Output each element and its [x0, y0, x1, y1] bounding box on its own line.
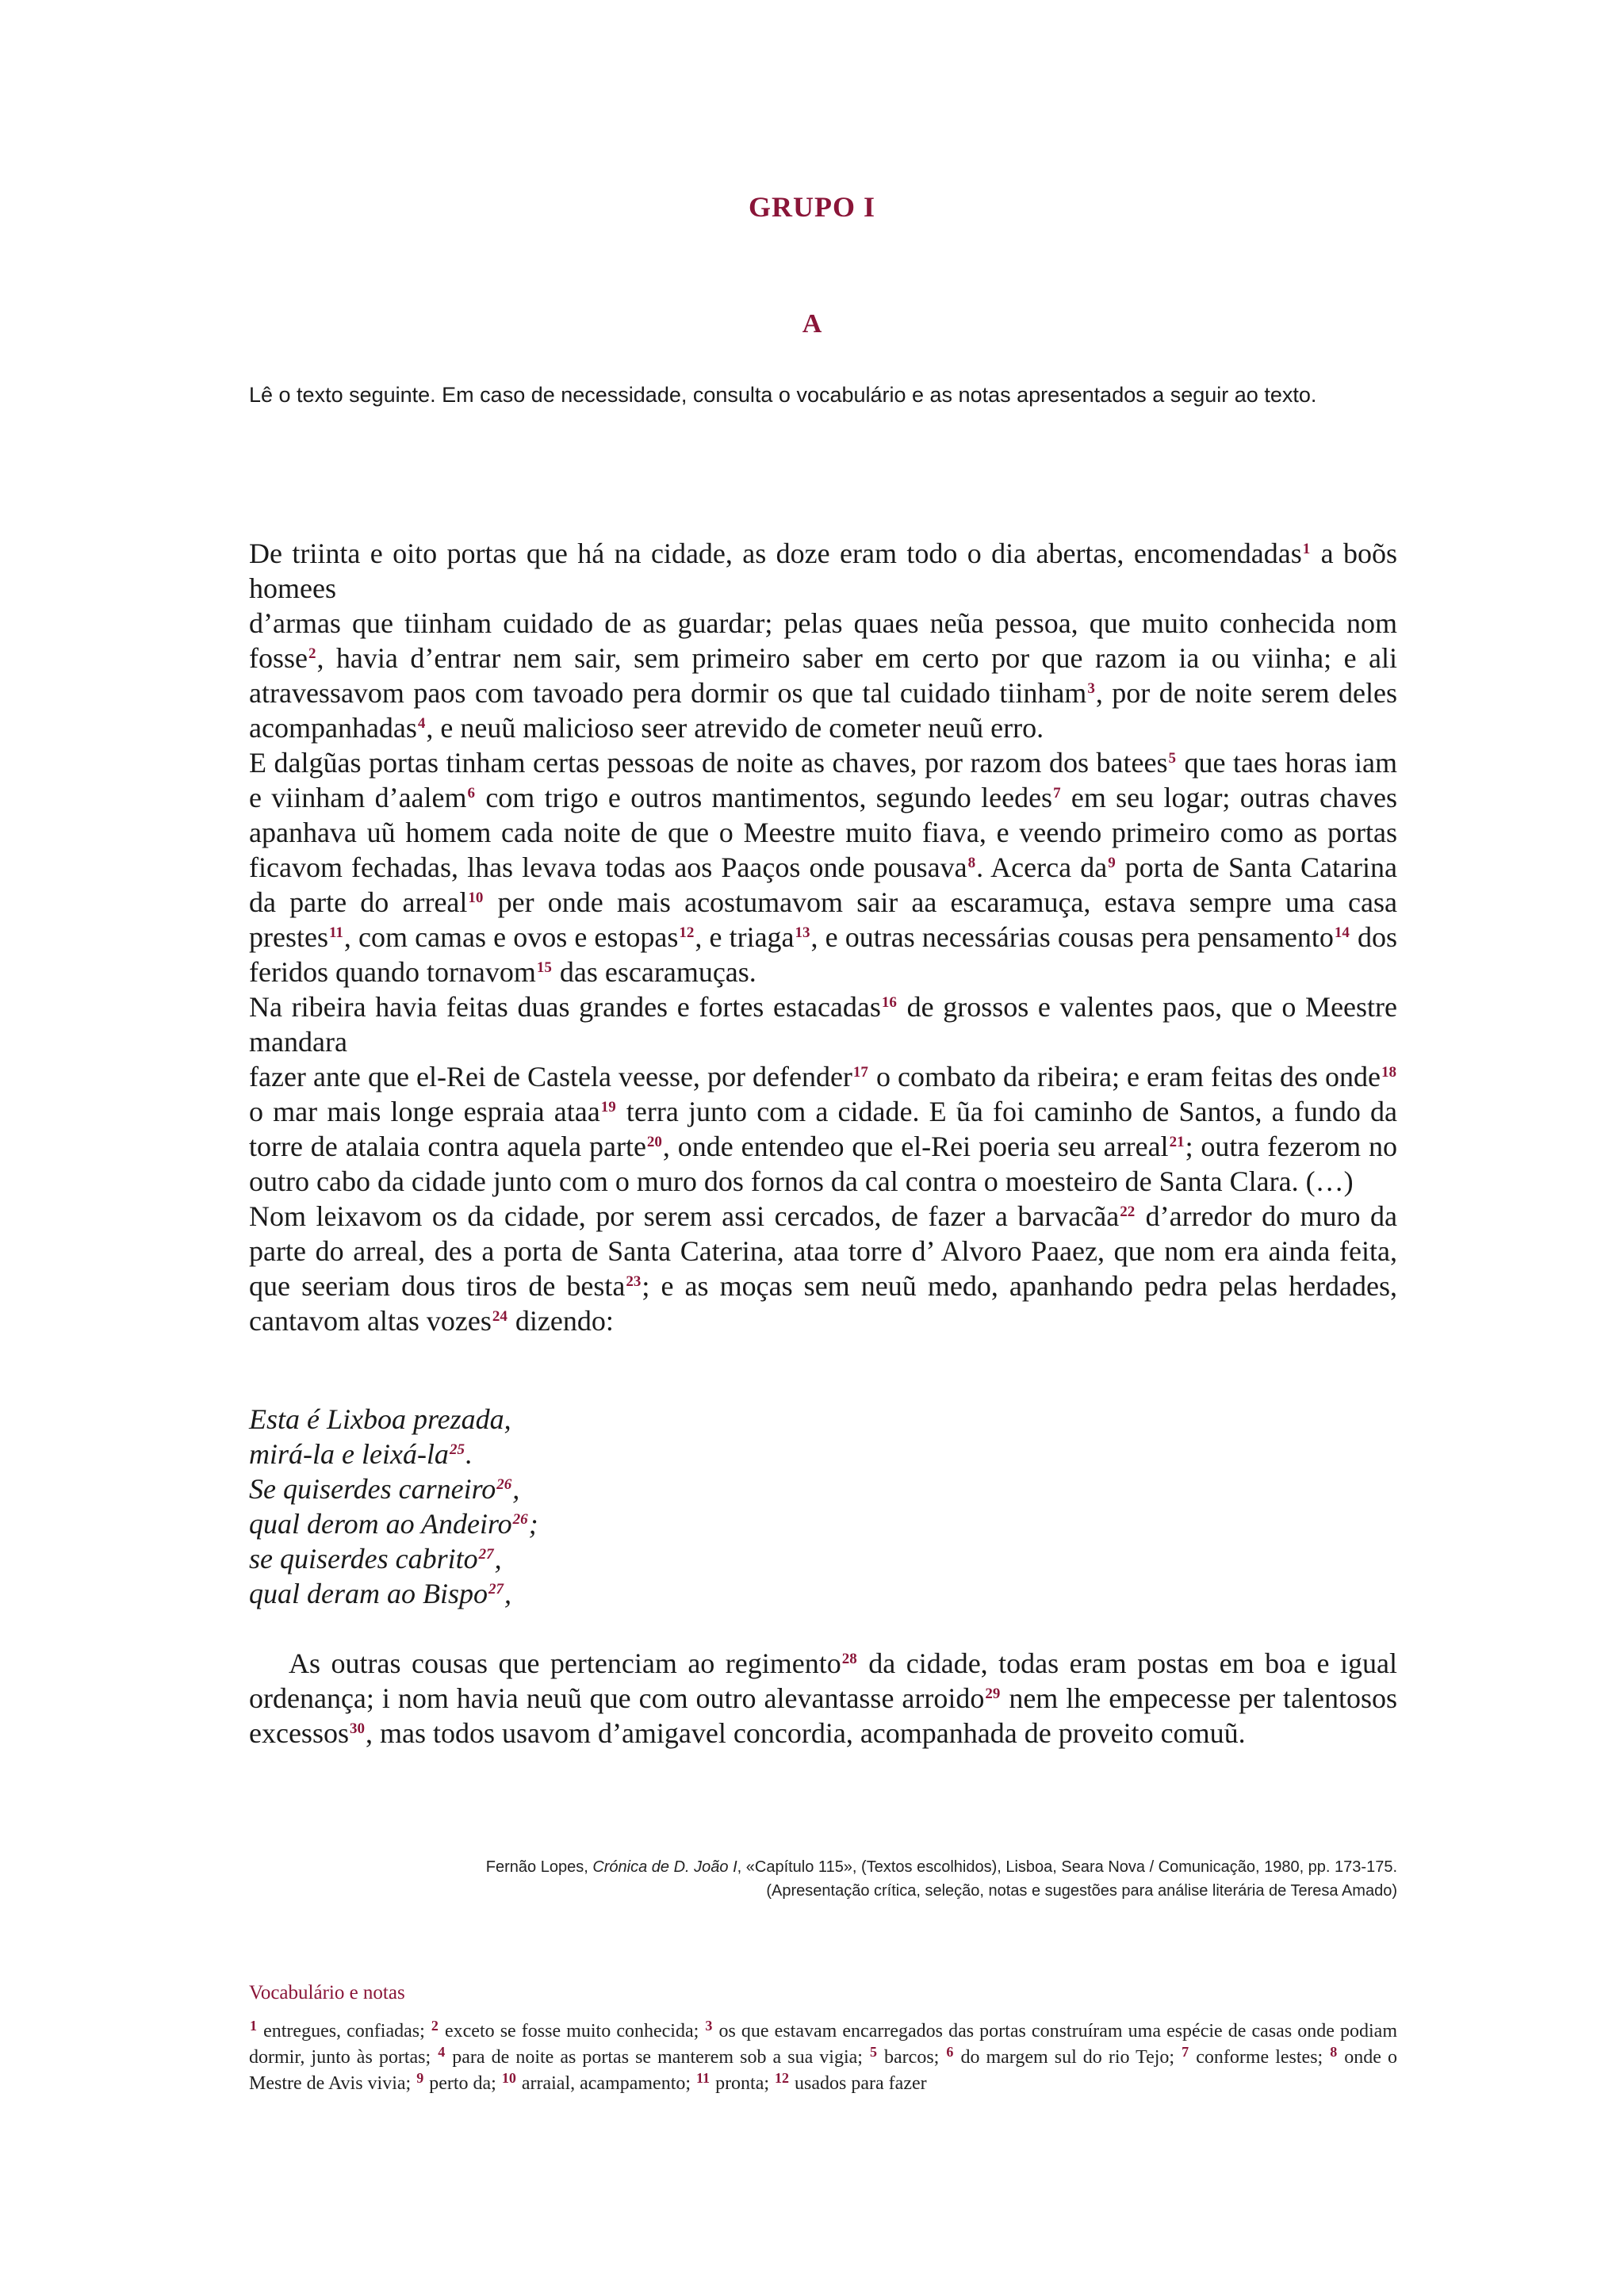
text-span: , por de noite serem deles acompanhadas — [249, 677, 1397, 744]
note-ref: 22 — [1120, 1203, 1136, 1220]
note-ref: 11 — [328, 924, 343, 941]
vocab-number: 5 — [869, 2044, 877, 2060]
text-span: que taes horas iam e viinham d’aalem — [249, 747, 1397, 813]
text-span: ; outra fezerom no outro cabo da cidade junto com o muro dos fornos da cal contra o moesteiro de Santa Clara. (…) — [249, 1131, 1397, 1197]
vocab-text: para de noite as portas se manterem sob a sua vigia; — [446, 2047, 869, 2068]
note-ref: 21 — [1169, 1134, 1185, 1150]
note-ref: 24 — [492, 1308, 508, 1325]
poem-text: Se quiserdes carneiro — [249, 1473, 496, 1505]
vocab-number: 11 — [696, 2070, 710, 2086]
text-span: terra junto com a cidade. E ũa foi caminho de Santos, a fundo da torre de atalaia contra aquela parte — [249, 1096, 1397, 1162]
instruction-text: Lê o texto seguinte. Em caso de necessidade, consulta o vocabulário e as notas apresentados a seguir ao texto. — [249, 383, 1317, 407]
text-span: De triinta e oito portas que há na cidade, as doze eram todo o dia abertas, encomendadas — [249, 538, 1302, 569]
text-span: , com camas e ovos e estopas — [343, 921, 679, 953]
vocab-text: barcos; — [877, 2047, 946, 2068]
text-span: E dalgũas portas tinham certas pessoas de noite as chaves, por razom dos batees — [249, 747, 1168, 779]
note-ref: 9 — [1108, 855, 1116, 871]
note-ref: 14 — [1334, 924, 1350, 941]
poem-line — [249, 1471, 963, 1506]
text-span: o mar mais longe espraia ataa — [249, 1096, 600, 1127]
vocab-text: onde o Mestre de Avis vivia; — [249, 2047, 1398, 2094]
text-span: . Acerca da — [976, 851, 1108, 883]
poem-text: , — [512, 1473, 520, 1505]
poem-text: Esta é Lixboa prezada, — [249, 1403, 511, 1435]
vocab-text: exceto se fosse muito conhecida; — [439, 2021, 705, 2042]
text-span: nem lhe empecesse per talentosos excessos — [249, 1682, 1398, 1749]
text-span: dos feridos quando tornavom — [249, 921, 1398, 988]
note-ref: 7 — [1053, 785, 1061, 802]
note-ref: 1 — [1302, 541, 1311, 557]
text-span: de grossos e valentes paos, que o Meestre mandara — [249, 991, 1397, 1058]
text-span: a boõs homees — [249, 538, 1398, 604]
note-ref: 26 — [496, 1476, 512, 1493]
vocab-text: perto da; — [424, 2073, 501, 2094]
note-ref: 10 — [468, 890, 484, 906]
vocab-number: 3 — [705, 2018, 713, 2034]
poem-text: qual derom ao Andeiro — [249, 1508, 512, 1540]
note-ref: 5 — [1168, 750, 1176, 767]
poem-text: , — [504, 1578, 511, 1609]
poem-line — [249, 1541, 963, 1576]
note-ref: 26 — [512, 1511, 528, 1528]
poem-text: . — [465, 1438, 473, 1470]
note-ref: 8 — [967, 855, 976, 871]
paragraph-3 — [249, 989, 1397, 1199]
poem-line — [249, 1506, 963, 1541]
note-ref: 13 — [795, 924, 810, 941]
text-span: , havia d’entrar nem sair, sem primeiro saber em certo por que razom ia ou viinha; e ali atravessavom paos com tavoado pera dormir os que tal cuidado tiinham — [249, 642, 1397, 709]
text-span: , onde entendeo que el-Rei poeria seu arreal — [662, 1131, 1169, 1162]
paragraph-1 — [249, 536, 1397, 745]
vocab-number: 1 — [250, 2018, 257, 2034]
poem-text: ; — [528, 1508, 538, 1540]
vocab-number: 8 — [1330, 2044, 1338, 2060]
note-ref: 23 — [626, 1273, 642, 1290]
vocab-text: arraial, acampamento; — [516, 2073, 696, 2094]
poem-text: , — [494, 1543, 502, 1575]
text-span: da cidade, todas eram postas em boa e igual ordenança; i nom havia neuũ que com outro alevantasse arroido — [249, 1647, 1398, 1714]
note-ref: 18 — [1381, 1064, 1396, 1081]
source-citation — [249, 1855, 1397, 1903]
text-span: Nom leixavom os da cidade, por serem assi cercados, de fazer a barvacãa — [249, 1200, 1120, 1232]
text-span: porta de Santa Catarina da parte do arreal — [249, 851, 1397, 918]
text-span: o combato da ribeira; e eram feitas des onde — [868, 1061, 1381, 1093]
text-span: em seu logar; outras chaves apanhava uũ homem cada noite de que o Meestre muito fiava, e veendo primeiro como as portas ficavom fechadas, lhas levava todas aos Paaços onde pousava — [249, 782, 1397, 883]
vocab-text: entregues, confiadas; — [258, 2021, 431, 2042]
group-title: GRUPO I — [749, 191, 875, 223]
note-ref: 27 — [478, 1546, 494, 1563]
vocab-text: pronta; — [710, 2073, 775, 2094]
vocab-number: 2 — [431, 2018, 439, 2034]
note-ref: 12 — [679, 924, 695, 941]
note-ref: 2 — [308, 645, 316, 662]
citation-line — [249, 1855, 1397, 1879]
note-ref: 3 — [1087, 680, 1095, 697]
poem-text: qual deram ao Bispo — [249, 1578, 488, 1609]
text-span: com trigo e outros mantimentos, segundo leedes — [476, 782, 1053, 813]
vocab-number: 4 — [438, 2044, 446, 2060]
vocab-number: 10 — [501, 2070, 516, 2086]
main-text — [249, 536, 1397, 1338]
citation-text: Fernão Lopes, — [485, 1858, 593, 1876]
closing-paragraph — [249, 1646, 1397, 1751]
section-title: A — [802, 309, 822, 339]
note-ref: 16 — [881, 994, 897, 1011]
vocab-text: usados para fazer — [790, 2073, 927, 2094]
vocab-number: 9 — [416, 2070, 424, 2086]
text-span: d’arredor do muro da parte do arreal, des a porta de Santa Caterina, ataa torre d’ Alvoro Paaez, que nom era ainda feita, que seeriam dous tiros de besta — [249, 1200, 1397, 1302]
vocabulary-title: Vocabulário e notas — [249, 1982, 405, 2003]
poem-line — [249, 1437, 963, 1471]
text-span: ; e as moças sem neuũ medo, apanhando pedra pelas herdades, cantavom altas vozes — [249, 1270, 1397, 1337]
text-span: fazer ante que el-Rei de Castela veesse, por defender — [249, 1061, 852, 1093]
vocab-text: os que estavam encarregados das portas construíram uma espécie de casas onde podiam dormir, junto às portas; — [249, 2021, 1398, 2068]
vocab-text: conforme lestes; — [1189, 2047, 1330, 2068]
vocab-number: 7 — [1182, 2044, 1189, 2060]
text-span: , e triaga — [695, 921, 795, 953]
note-ref: 28 — [841, 1651, 857, 1667]
citation-line: (Apresentação crítica, seleção, notas e sugestões para análise literária de Teresa Amado) — [766, 1882, 1397, 1900]
book-title: Crónica de D. João I — [592, 1858, 737, 1876]
note-ref: 29 — [985, 1686, 1001, 1702]
text-span: dizendo: — [508, 1305, 614, 1337]
vocab-text: do margem sul do rio Tejo; — [954, 2047, 1182, 2068]
note-ref: 17 — [852, 1064, 868, 1081]
citation-text: , «Capítulo 115», (Textos escolhidos), Lisboa, Seara Nova / Comunicação, 1980, pp. 173-175. — [737, 1858, 1397, 1876]
vocabulary-notes — [249, 2019, 1397, 2097]
note-ref: 20 — [646, 1134, 662, 1150]
note-ref: 15 — [536, 959, 552, 976]
paragraph-4 — [249, 1199, 1397, 1338]
poem-line — [249, 1576, 963, 1611]
vocab-number: 12 — [775, 2070, 790, 2086]
note-ref: 6 — [467, 785, 476, 802]
note-ref: 27 — [488, 1581, 504, 1598]
note-ref: 25 — [449, 1441, 465, 1458]
poem-text: mirá-la e leixá-la — [249, 1438, 449, 1470]
poem-text: se quiserdes cabrito — [249, 1543, 478, 1575]
text-span: per onde mais acostumavom sair aa escaramuça, estava sempre uma casa prestes — [249, 886, 1397, 953]
poem — [249, 1402, 963, 1611]
paragraph-2 — [249, 745, 1397, 989]
note-ref: 30 — [349, 1720, 365, 1737]
text-span: As outras cousas que pertenciam ao regimento — [289, 1647, 841, 1679]
text-span: d’armas que tiinham cuidado de as guardar; pelas quaes neũa pessoa, que muito conhecida nom fosse — [249, 607, 1397, 674]
text-span: , e neuũ malicioso seer atrevido de cometer neuũ erro. — [426, 712, 1044, 744]
text-span: das escaramuças. — [552, 956, 756, 988]
note-ref: 19 — [600, 1099, 616, 1115]
text-span: , e outras necessárias cousas pera pensamento — [810, 921, 1334, 953]
note-ref: 4 — [417, 715, 426, 732]
text-span: Na ribeira havia feitas duas grandes e fortes estacadas — [249, 991, 881, 1023]
vocab-number: 6 — [946, 2044, 954, 2060]
poem-line — [249, 1402, 963, 1437]
text-span: , mas todos usavom d’amigavel concordia, acompanhada de proveito comuũ. — [365, 1717, 1246, 1749]
